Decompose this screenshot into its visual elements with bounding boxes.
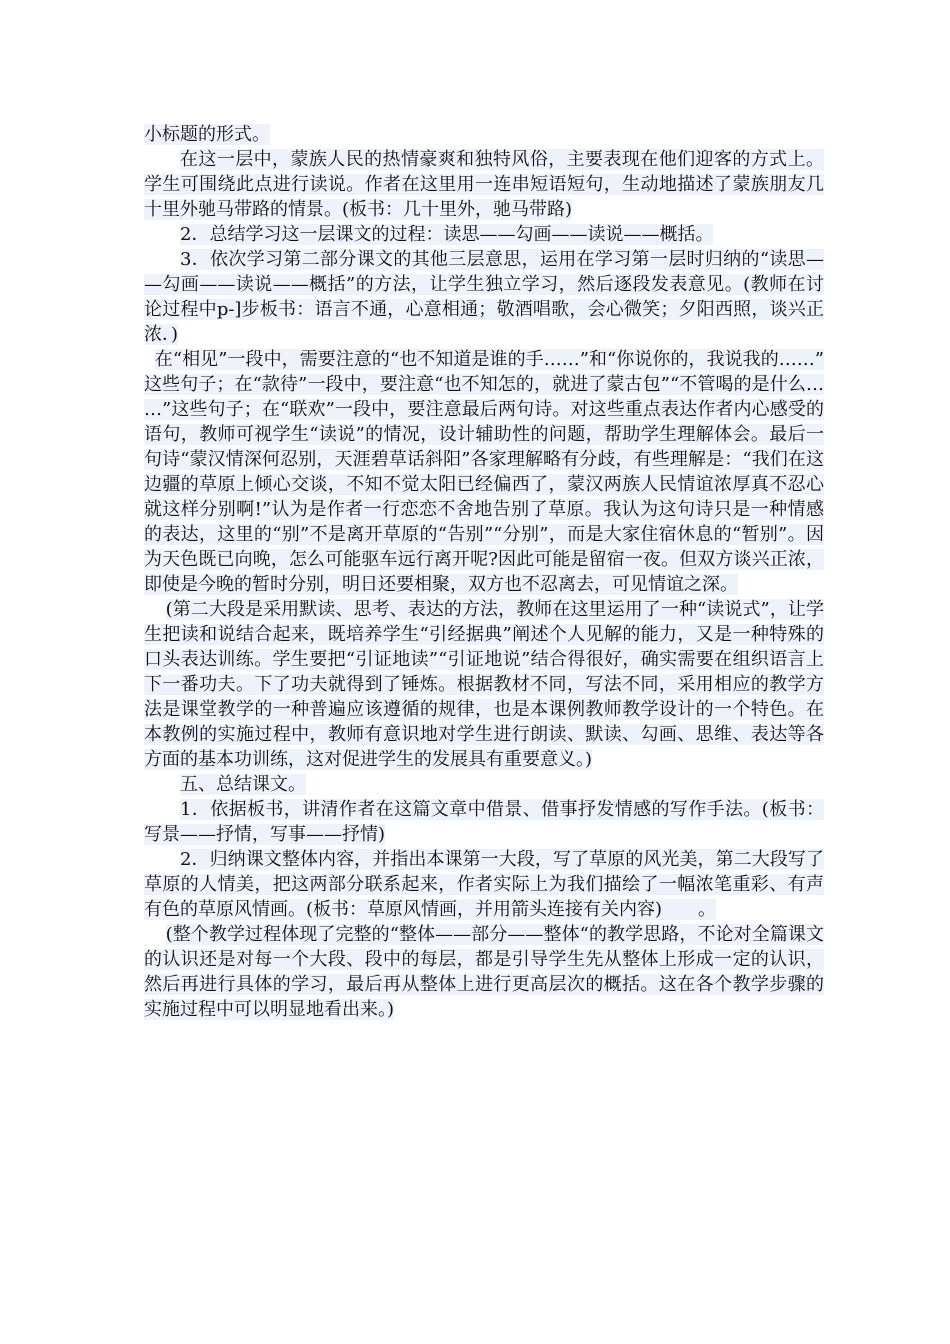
- paragraph-9-text: 2．归纳课文整体内容，并指出本课第一大段，写了草原的风光美，第二大段写了草原的人情美，把这两部分联系起来，作者实际上为我们描绘了一幅浓笔重彩、有声有色的草原风情画。(板书：草原风情画，并用箭头连接有关内容) 。: [144, 849, 824, 920]
- paragraph-8-text: 1．依据板书，讲清作者在这篇文章中借景、借事抒发情感的写作手法。(板书：写景——抒情，写事——抒情): [144, 799, 824, 845]
- paragraph-4-text: 3．依次学习第二部分课文的其他三层意思，运用在学习第一层时归纳的“读思——勾画——读说——概括”的方法，让学生独立学习，然后逐段发表意见。(教师在讨论过程中p-]步板书：语言不通，心意相通；敬酒唱歌，会心微笑；夕阳西照，谈兴正浓．): [144, 249, 824, 345]
- paragraph-10-text: (整个教学过程体现了完整的“整体——部分——整体“的教学思路，不论对全篇课文的认识还是对每一个大段、段中的每层，都是引导学生先从整体上形成一定的认识，然后再进行具体的学习，最后再从整体上进行更高层次的概括。这在各个教学步骤的实施过程中可以明显地看出来。): [144, 924, 824, 1020]
- paragraph-4: [144, 247, 824, 347]
- paragraph-1: [144, 122, 824, 147]
- paragraph-10: [144, 922, 824, 1022]
- paragraph-6-text: (第二大段是采用默读、思考、表达的方法，教师在这里运用了一种“读说式”，让学生把读和说结合起来，既培养学生“引经据典”阐述个人见解的能力，又是一种特殊的口头表达训练。学生要把“引证地读”“引证地说”结合得很好，确实需要在组织语言上下一番功夫。下了功夫就得到了锤炼。根据教材不同，写法不同，采用相应的教学方法是课堂教学的一种普遍应该遵循的规律，也是本课例教师教学设计的一个特色。在本教例的实施过程中，教师有意识地对学生进行朗读、默读、勾画、思维、表达等各方面的基本功训练，这对促进学生的发展具有重要意义。): [144, 599, 824, 770]
- paragraph-1-text: 小标题的形式。: [144, 124, 270, 145]
- paragraph-3: [144, 222, 824, 247]
- paragraph-6: [144, 597, 824, 772]
- paragraph-2: [144, 147, 824, 222]
- paragraph-8: [144, 797, 824, 847]
- document-body: [144, 122, 824, 1022]
- paragraph-3-text: 2．总结学习这一层课文的过程：读思——勾画——读说——概括。: [180, 224, 714, 245]
- paragraph-5-text: 在“相见”一段中，需要注意的“也不知道是谁的手……”和“你说你的，我说我的……”这些句子；在“款待”一段中，要注意“也不知怎的，就进了蒙古包”“不管喝的是什么……”这些句子；在“联欢”一段中，要注意最后两句诗。对这些重点表达作者内心感受的语句，教师可视学生“读说”的情况，设计辅助性的问题，帮助学生理解体会。最后一句诗“蒙汉情深何忍别，天涯碧草话斜阳”各家理解略有分歧，有些理解是：“我们在这边疆的草原上倾心交谈，不知不觉太阳已经偏西了，蒙汉两族人民情谊浓厚真不忍心就这样分别啊!”认为是作者一行恋恋不舍地告别了草原。我认为这句诗只是一种情感的表达，这里的“别”不是离开草原的“告别”“分别”，而是大家住宿休息的“暂别”。因为天色既已向晚，怎么可能驱车远行离开呢?因此可能是留宿一夜。但双方谈兴正浓，即使是今晚的暂时分别，明日还要相聚，双方也不忍离去，可见情谊之深。: [144, 349, 824, 595]
- paragraph-2-text: 在这一层中，蒙族人民的热情豪爽和独特风俗，主要表现在他们迎客的方式上。学生可围绕此点进行读说。作者在这里用一连串短语短句，生动地描述了蒙族朋友几十里外驰马带路的情景。(板书：几十里外，驰马带路): [144, 149, 824, 220]
- section-heading-5: [144, 772, 824, 797]
- section-heading-5-text: 五、总结课文。: [180, 774, 306, 795]
- paragraph-5: [144, 347, 824, 597]
- paragraph-9: [144, 847, 824, 922]
